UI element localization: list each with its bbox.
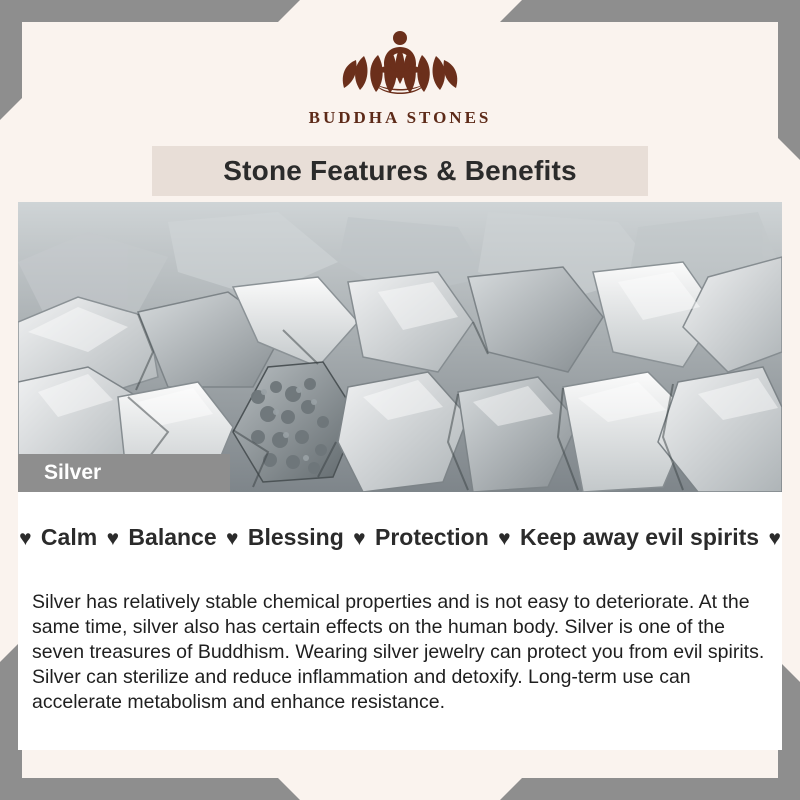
- description-block: [18, 580, 782, 740]
- frame-corner-bottom-left: [0, 778, 300, 800]
- benefits-list: [16, 524, 784, 551]
- title-banner: [152, 146, 648, 196]
- stone-name: Silver: [44, 461, 102, 484]
- heart-icon: ♥: [106, 526, 120, 550]
- frame-corner-bottom-right: [500, 778, 800, 800]
- page-title: Stone Features & Benefits: [223, 155, 577, 186]
- heart-icon: ♥: [498, 526, 511, 550]
- brand-name: BUDDHA STONES: [308, 108, 492, 127]
- stone-name-badge: [18, 454, 230, 492]
- brand-header: [0, 24, 800, 142]
- hero-image: [18, 202, 782, 492]
- benefit-item: Keep away evil spirits: [520, 523, 760, 550]
- benefits-strip: [18, 500, 782, 574]
- frame-corner-top-left: [0, 0, 300, 22]
- frame-corner-top-right: [500, 0, 800, 22]
- silver-ore-illustration: [18, 202, 782, 492]
- description-text: Silver has relatively stable chemical properties and is not easy to deteriorate. At the same time, silver also has certain effects on the human body. Silver is one of the seven treasures of Buddhism. Wearing silver jewelry can protect you from evil spirits. Silver can sterilize and reduce inflammation and detoxify. Long-term use can accelerate metabolism and enhance resistance.: [32, 591, 765, 713]
- benefit-item: Balance: [128, 523, 217, 550]
- benefit-item: Blessing: [247, 523, 344, 550]
- heart-icon: ♥: [353, 526, 366, 550]
- heart-icon: ♥: [226, 526, 239, 550]
- benefit-item: Protection: [375, 523, 489, 550]
- heart-icon: ♥: [19, 526, 32, 550]
- benefit-item: Calm: [40, 523, 98, 550]
- heart-icon: ♥: [768, 526, 781, 550]
- lotus-meditation-figure-icon: [330, 24, 470, 106]
